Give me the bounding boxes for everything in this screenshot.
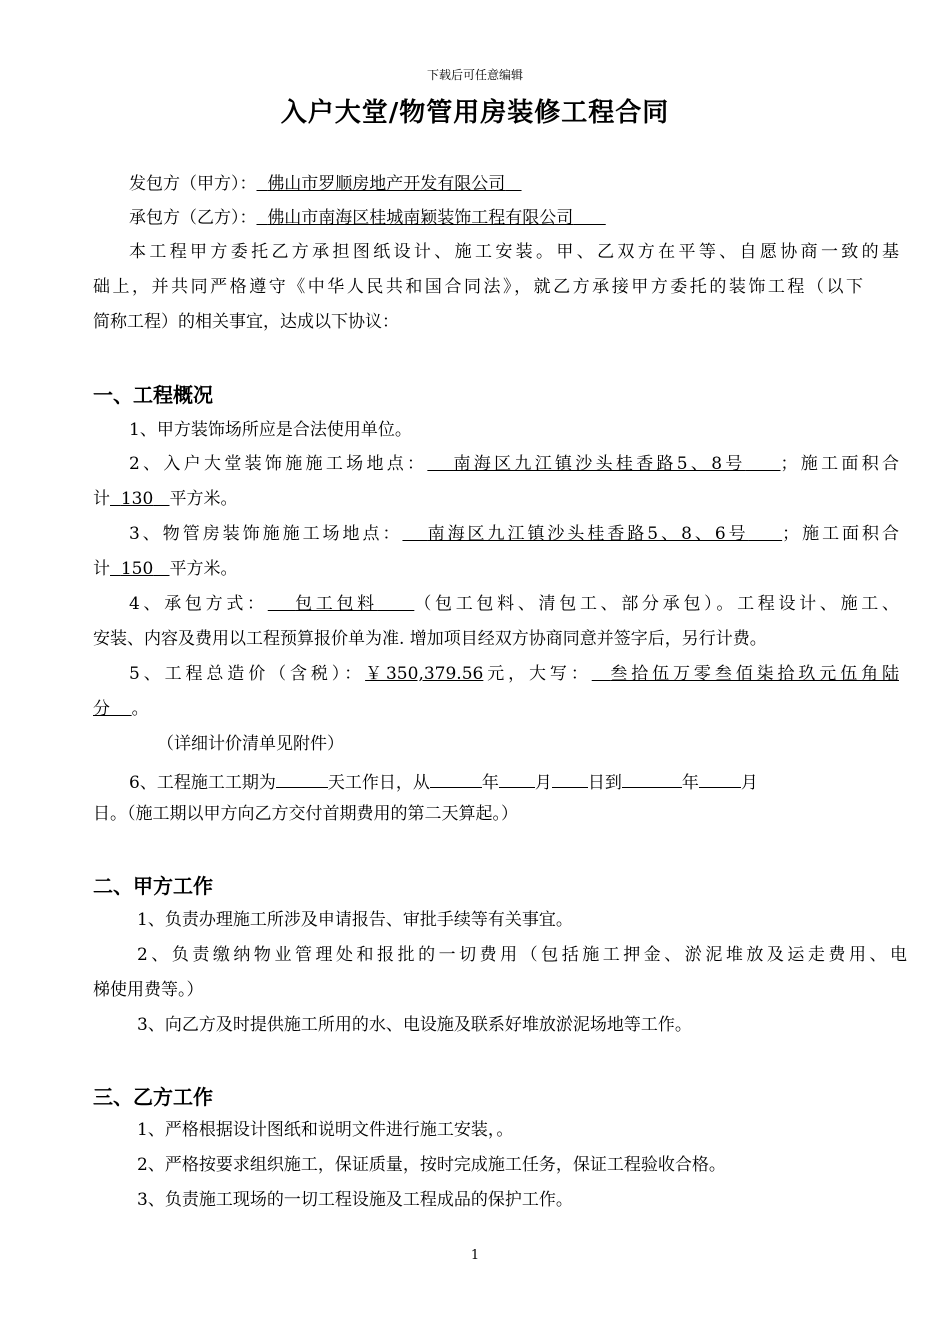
s1-item-5-words: 叁拾伍万零叁佰柒拾玖元伍角陆 bbox=[610, 664, 899, 684]
s1-item-5-line-2: 分 。 bbox=[93, 699, 149, 719]
header-note: 下载后可任意编辑 bbox=[426, 68, 523, 82]
s2-item-2-line-2: 梯使用费等。） bbox=[93, 980, 204, 1000]
s1-item-3-line-1: 3、物管房装饰施施工场地点： 南海区九江镇沙头桂香路5、8、6号 ；施工面积合 bbox=[129, 524, 899, 544]
s1-item-2-area: 130 bbox=[120, 489, 154, 509]
s2-item-1: 1、负责办理施工所涉及申请报告、审批手续等有关事宜。 bbox=[137, 910, 573, 930]
s1-item-4-line-2: 安装、内容及费用以工程预算报价单为准. 增加项目经双方协商同意并签字后，另行计费。 bbox=[93, 629, 767, 649]
s1-item-2-address: 南海区九江镇沙头桂香路5、8号 bbox=[453, 454, 746, 474]
s2-item-3: 3、向乙方及时提供施工所用的水、电设施及联系好堆放淤泥场地等工作。 bbox=[137, 1015, 692, 1035]
intro-line-1: 本工程甲方委托乙方承担图纸设计、施工安装。甲、乙双方在平等、自愿协商一致的基 bbox=[129, 242, 899, 262]
s3-item-1: 1、严格根据设计图纸和说明文件进行施工安装，。 bbox=[137, 1120, 514, 1140]
s3-item-2: 2、严格按要求组织施工，保证质量，按时完成施工任务，保证工程验收合格。 bbox=[137, 1155, 726, 1175]
s1-item-4-line-1: 4、承包方式： 包工包料 （包工包料、清包工、部分承包）。工程设计、施工、 bbox=[129, 594, 899, 614]
start-day-blank bbox=[552, 768, 588, 788]
section-2-heading: 二、甲方工作 bbox=[93, 874, 213, 898]
section-1-heading: 一、工程概况 bbox=[93, 383, 213, 407]
end-year-blank bbox=[622, 768, 682, 788]
party-a-name-field: 佛山市罗顺房地产开发有限公司 bbox=[267, 174, 506, 194]
s1-item-5-note: （详细计价清单见附件） bbox=[157, 734, 344, 754]
s1-item-2-line-2: 计 130 平方米。 bbox=[93, 489, 238, 509]
section-3-heading: 三、乙方工作 bbox=[93, 1085, 213, 1109]
s1-item-3-address: 南海区九江镇沙头桂香路5、8、6号 bbox=[427, 524, 749, 544]
days-blank bbox=[276, 768, 328, 788]
intro-line-3: 简称工程）的相关事宜，达成以下协议： bbox=[93, 312, 399, 332]
s1-item-3-area: 150 bbox=[120, 559, 154, 579]
end-month-blank bbox=[699, 768, 741, 788]
s2-item-2-line-1: 2、负责缴纳物业管理处和报批的一切费用（包括施工押金、淤泥堆放及运走费用、电 bbox=[137, 945, 907, 965]
s1-item-1: 1、甲方装饰场所应是合法使用单位。 bbox=[129, 420, 412, 440]
s1-item-4-method: 包工包料 bbox=[295, 594, 378, 614]
s1-item-6-line-2: 日。（施工期以甲方向乙方交付首期费用的第二天算起。） bbox=[93, 804, 518, 824]
party-b-label: 承包方（乙方）： bbox=[129, 208, 257, 228]
s3-item-3: 3、负责施工现场的一切工程设施及工程成品的保护工作。 bbox=[137, 1190, 573, 1210]
s1-item-5-line-1: 5、工程总造价（含税）：￥350,379.56元，大写： 叁拾伍万零叁佰柒拾玖元伍角陆 bbox=[129, 664, 899, 684]
party-b-name-field: 佛山市南海区桂城南颖装饰工程有限公司 bbox=[267, 208, 574, 228]
start-year-blank bbox=[430, 768, 482, 788]
party-a-label: 发包方（甲方）： bbox=[129, 174, 257, 194]
s1-item-5-words-end: 分 bbox=[93, 699, 110, 719]
intro-line-2: 础上，并共同严格遵守《中华人民共和国合同法》，就乙方承接甲方委托的装饰工程（以下 bbox=[93, 277, 863, 297]
s1-item-6-line-1: 6、工程施工工期为 天工作日，从 年 月 日到 年 月 bbox=[93, 768, 899, 795]
start-month-blank bbox=[499, 768, 535, 788]
s1-item-3-line-2: 计 150 平方米。 bbox=[93, 559, 238, 579]
s1-item-2-line-1: 2、入户大堂装饰施施工场地点： 南海区九江镇沙头桂香路5、8号 ；施工面积合 bbox=[129, 454, 899, 474]
party-b-line bbox=[93, 206, 899, 230]
s1-item-5-amount: ￥350,379.56 bbox=[365, 664, 484, 684]
party-a-line bbox=[93, 172, 899, 196]
document-title: 入户大堂/物管用房装修工程合同 bbox=[280, 98, 670, 128]
page-number: 1 bbox=[470, 1248, 480, 1263]
